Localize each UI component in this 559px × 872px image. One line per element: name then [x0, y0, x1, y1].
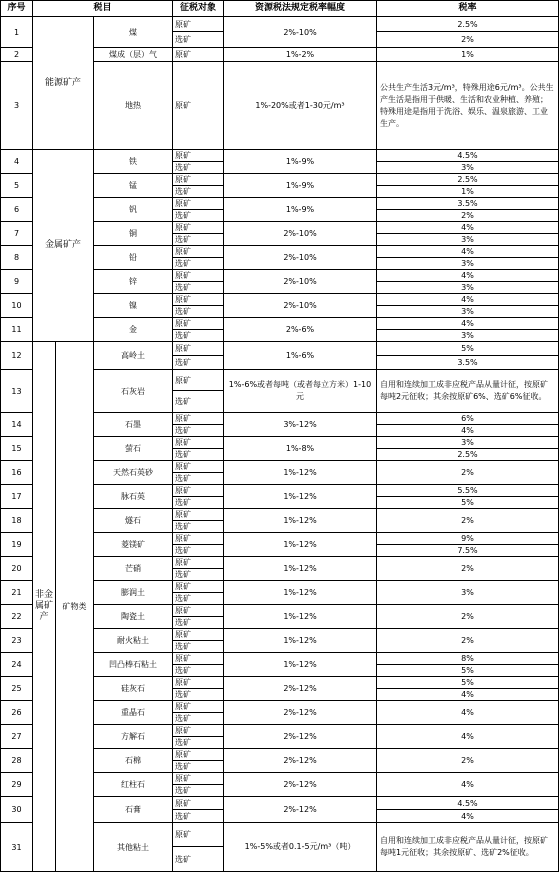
- rate-value: 2.5%: [377, 449, 559, 461]
- rate-value: 9%: [377, 533, 559, 545]
- object-label: 原矿: [173, 294, 224, 306]
- range-value: 1%-12%: [224, 557, 377, 581]
- range-value: 2%-12%: [224, 749, 377, 773]
- rate-value: 4%: [377, 246, 559, 258]
- rate-value: 5%: [377, 677, 559, 689]
- range-value: 1%-2%: [224, 48, 377, 62]
- item-name: 燧石: [94, 509, 173, 533]
- item-name: 石棉: [94, 749, 173, 773]
- rate-value: 2%: [377, 557, 559, 581]
- object-label: 原矿: [173, 174, 224, 186]
- object-label: 选矿: [173, 665, 224, 677]
- rate-value: 3.5%: [377, 356, 559, 370]
- range-value: 1%-9%: [224, 150, 377, 174]
- header-item: 税目: [33, 1, 173, 17]
- item-name: 石墨: [94, 413, 173, 437]
- table-body: [1, 17, 559, 872]
- row-number: 31: [1, 823, 33, 872]
- object-label: 原矿: [173, 246, 224, 258]
- rate-value: 3%: [377, 330, 559, 342]
- item-name: 萤石: [94, 437, 173, 461]
- row-number: 23: [1, 629, 33, 653]
- rate-value: 2%: [377, 210, 559, 222]
- item-name: 其他粘土: [94, 823, 173, 872]
- object-label: 选矿: [173, 810, 224, 823]
- rate-value: 4.5%: [377, 150, 559, 162]
- range-value: 1%-12%: [224, 461, 377, 485]
- rate-value: 2%: [377, 749, 559, 773]
- item-name: 煤: [94, 17, 173, 48]
- item-name: 脉石英: [94, 485, 173, 509]
- rate-value: 2.5%: [377, 17, 559, 32]
- object-label: 原矿: [173, 485, 224, 497]
- object-label: 原矿: [173, 437, 224, 449]
- object-label: 选矿: [173, 356, 224, 370]
- range-value: 1%-12%: [224, 605, 377, 629]
- object-label: 选矿: [173, 186, 224, 198]
- row-number: 19: [1, 533, 33, 557]
- object-label: 原矿: [173, 342, 224, 356]
- range-value: 2%-6%: [224, 318, 377, 342]
- range-value: 1%-6%: [224, 342, 377, 370]
- rate-value: 2.5%: [377, 174, 559, 186]
- rate-value: 5%: [377, 497, 559, 509]
- rate-value: 7.5%: [377, 545, 559, 557]
- object-label: 选矿: [173, 425, 224, 437]
- object-label: 原矿: [173, 581, 224, 593]
- range-value: 2%-10%: [224, 294, 377, 318]
- category-energy: 能源矿产: [33, 17, 94, 150]
- range-value: 1%-9%: [224, 198, 377, 222]
- row-number: 12: [1, 342, 33, 370]
- row-number: 1: [1, 17, 33, 48]
- range-value: 2%-10%: [224, 246, 377, 270]
- object-label: 原矿: [173, 533, 224, 545]
- row-number: 29: [1, 773, 33, 797]
- row-number: 21: [1, 581, 33, 605]
- row-number: 15: [1, 437, 33, 461]
- object-label: 选矿: [173, 234, 224, 246]
- row-number: 22: [1, 605, 33, 629]
- range-value: 2%-10%: [224, 222, 377, 246]
- row-number: 3: [1, 62, 33, 150]
- range-value: 2%-10%: [224, 17, 377, 48]
- object-label: 选矿: [173, 282, 224, 294]
- rate-value: 3%: [377, 581, 559, 605]
- row-number: 2: [1, 48, 33, 62]
- row-number: 14: [1, 413, 33, 437]
- rate-value: 3%: [377, 234, 559, 246]
- object-label: 选矿: [173, 330, 224, 342]
- row-number: 16: [1, 461, 33, 485]
- object-label: 原矿: [173, 370, 224, 391]
- row-number: 6: [1, 198, 33, 222]
- rate-value: 2%: [377, 32, 559, 48]
- row-number: 26: [1, 701, 33, 725]
- rate-value: 4%: [377, 318, 559, 330]
- item-name: 芒硝: [94, 557, 173, 581]
- object-label: 选矿: [173, 391, 224, 413]
- object-label: 选矿: [173, 617, 224, 629]
- category-nonmetal: 非金属矿产: [33, 342, 56, 872]
- item-name: 锰: [94, 174, 173, 198]
- range-value: 2%-12%: [224, 677, 377, 701]
- rate-value: 3%: [377, 437, 559, 449]
- object-label: 原矿: [173, 749, 224, 761]
- row-number: 4: [1, 150, 33, 174]
- row-number: 13: [1, 370, 33, 413]
- row-number: 25: [1, 677, 33, 701]
- item-name: 金: [94, 318, 173, 342]
- item-name: 钒: [94, 198, 173, 222]
- object-label: 原矿: [173, 605, 224, 617]
- row-number: 18: [1, 509, 33, 533]
- row-number: 8: [1, 246, 33, 270]
- range-value: 1%-12%: [224, 653, 377, 677]
- object-label: 原矿: [173, 725, 224, 737]
- object-label: 选矿: [173, 545, 224, 557]
- object-label: 原矿: [173, 270, 224, 282]
- range-value: 2%-12%: [224, 797, 377, 823]
- item-name: 石灰岩: [94, 370, 173, 413]
- row-number: 7: [1, 222, 33, 246]
- object-label: 原矿: [173, 17, 224, 32]
- object-label: 选矿: [173, 521, 224, 533]
- rate-value: 6%: [377, 413, 559, 425]
- item-name: 石膏: [94, 797, 173, 823]
- row-number: 17: [1, 485, 33, 509]
- object-label: 选矿: [173, 713, 224, 725]
- rate-value: 4%: [377, 689, 559, 701]
- object-label: 选矿: [173, 847, 224, 872]
- item-name: 铜: [94, 222, 173, 246]
- rate-value: 3%: [377, 162, 559, 174]
- object-label: 原矿: [173, 62, 224, 150]
- item-name: 陶瓷土: [94, 605, 173, 629]
- object-label: 原矿: [173, 150, 224, 162]
- rate-value: 1%: [377, 186, 559, 198]
- object-label: 选矿: [173, 569, 224, 581]
- range-value: 2%-12%: [224, 701, 377, 725]
- rate-value: 3%: [377, 258, 559, 270]
- rate-value: 4%: [377, 270, 559, 282]
- object-label: 原矿: [173, 797, 224, 810]
- item-name: 天然石英砂: [94, 461, 173, 485]
- item-name: 膨润土: [94, 581, 173, 605]
- item-name: 高岭土: [94, 342, 173, 370]
- object-label: 原矿: [173, 653, 224, 665]
- range-value: 1%-12%: [224, 485, 377, 509]
- rate-value: 2%: [377, 629, 559, 653]
- object-label: 选矿: [173, 689, 224, 701]
- range-value: 1%-5%或者0.1-5元/m³（吨）: [224, 823, 377, 872]
- object-label: 选矿: [173, 162, 224, 174]
- object-label: 原矿: [173, 773, 224, 785]
- rate-value: 8%: [377, 653, 559, 665]
- range-value: 1%-12%: [224, 581, 377, 605]
- item-name: 锌: [94, 270, 173, 294]
- object-label: 选矿: [173, 473, 224, 485]
- row-number: 9: [1, 270, 33, 294]
- object-label: 选矿: [173, 32, 224, 48]
- object-label: 原矿: [173, 629, 224, 641]
- object-label: 原矿: [173, 318, 224, 330]
- rate-value: 4%: [377, 725, 559, 749]
- header-no: 序号: [1, 1, 33, 17]
- rate-value: 5%: [377, 665, 559, 677]
- row-number: 20: [1, 557, 33, 581]
- object-label: 原矿: [173, 198, 224, 210]
- object-label: 原矿: [173, 701, 224, 713]
- item-name: 铁: [94, 150, 173, 174]
- rate-value: 2%: [377, 605, 559, 629]
- object-label: 原矿: [173, 823, 224, 847]
- object-label: 选矿: [173, 258, 224, 270]
- item-name: 菱镁矿: [94, 533, 173, 557]
- item-name: 方解石: [94, 725, 173, 749]
- rate-value: 4.5%: [377, 797, 559, 810]
- object-label: 选矿: [173, 641, 224, 653]
- item-name: 耐火粘土: [94, 629, 173, 653]
- table-row: [1, 17, 559, 32]
- rate-value: 4%: [377, 773, 559, 797]
- object-label: 原矿: [173, 557, 224, 569]
- item-name: 硅灰石: [94, 677, 173, 701]
- item-name: 镍: [94, 294, 173, 318]
- item-name: 重晶石: [94, 701, 173, 725]
- item-name: 铅: [94, 246, 173, 270]
- row-number: 27: [1, 725, 33, 749]
- header-row: [1, 1, 559, 17]
- range-value: 2%-12%: [224, 725, 377, 749]
- row-number: 11: [1, 318, 33, 342]
- rate-value: 3.5%: [377, 198, 559, 210]
- rate-value: 3%: [377, 306, 559, 318]
- item-name: 地热: [94, 62, 173, 150]
- rate-value: 自用和连续加工成非应税产品从量计征，按原矿每吨2元征收；其余按原矿6%、选矿6%征收。: [377, 370, 559, 413]
- rate-value: 4%: [377, 810, 559, 823]
- rate-value: 1%: [377, 48, 559, 62]
- row-number: 30: [1, 797, 33, 823]
- object-label: 选矿: [173, 593, 224, 605]
- range-value: 2%-12%: [224, 773, 377, 797]
- item-name: 煤成（层）气: [94, 48, 173, 62]
- range-value: 2%-10%: [224, 270, 377, 294]
- rate-value: 3%: [377, 282, 559, 294]
- row-number: 24: [1, 653, 33, 677]
- range-value: 1%-9%: [224, 174, 377, 198]
- rate-value: 4%: [377, 701, 559, 725]
- object-label: 选矿: [173, 737, 224, 749]
- category-metal: 金属矿产: [33, 150, 94, 342]
- range-value: 3%-12%: [224, 413, 377, 437]
- range-value: 1%-12%: [224, 509, 377, 533]
- object-label: 原矿: [173, 677, 224, 689]
- object-label: 原矿: [173, 509, 224, 521]
- table-row: [1, 150, 559, 162]
- rate-value: 4%: [377, 425, 559, 437]
- rate-value: 自用和连续加工成非应税产品从量计征，按原矿每吨1元征收；其余按原矿、选矿2%征收。: [377, 823, 559, 872]
- object-label: 选矿: [173, 785, 224, 797]
- rate-value: 5.5%: [377, 485, 559, 497]
- object-label: 原矿: [173, 413, 224, 425]
- object-label: 原矿: [173, 48, 224, 62]
- range-value: 1%-6%或者每吨（或者每立方米）1-10元: [224, 370, 377, 413]
- object-label: 选矿: [173, 497, 224, 509]
- header-rate: 税率: [377, 1, 559, 17]
- row-number: 10: [1, 294, 33, 318]
- rate-value: 2%: [377, 509, 559, 533]
- object-label: 原矿: [173, 222, 224, 234]
- row-number: 28: [1, 749, 33, 773]
- range-value: 1%-8%: [224, 437, 377, 461]
- header-object: 征税对象: [173, 1, 224, 17]
- object-label: 选矿: [173, 449, 224, 461]
- object-label: 原矿: [173, 461, 224, 473]
- header-range: 资源税法规定税率幅度: [224, 1, 377, 17]
- rate-value: 5%: [377, 342, 559, 356]
- rate-value: 4%: [377, 294, 559, 306]
- table-row: [1, 342, 559, 356]
- range-value: 1%-20%或者1-30元/m³: [224, 62, 377, 150]
- range-value: 1%-12%: [224, 533, 377, 557]
- rate-value: 公共生产生活3元/m³，特殊用途6元/m³。公共生产生活是指用于供暖、生活和农业种植、养殖；特殊用途是指用于洗浴、娱乐、温泉旅游、工业生产。: [377, 62, 559, 150]
- rate-value: 2%: [377, 461, 559, 485]
- row-number: 5: [1, 174, 33, 198]
- range-value: 1%-12%: [224, 629, 377, 653]
- category-mineral: 矿物类: [56, 342, 94, 872]
- object-label: 选矿: [173, 210, 224, 222]
- object-label: 选矿: [173, 761, 224, 773]
- item-name: 凹凸棒石粘土: [94, 653, 173, 677]
- object-label: 选矿: [173, 306, 224, 318]
- item-name: 红柱石: [94, 773, 173, 797]
- rate-value: 4%: [377, 222, 559, 234]
